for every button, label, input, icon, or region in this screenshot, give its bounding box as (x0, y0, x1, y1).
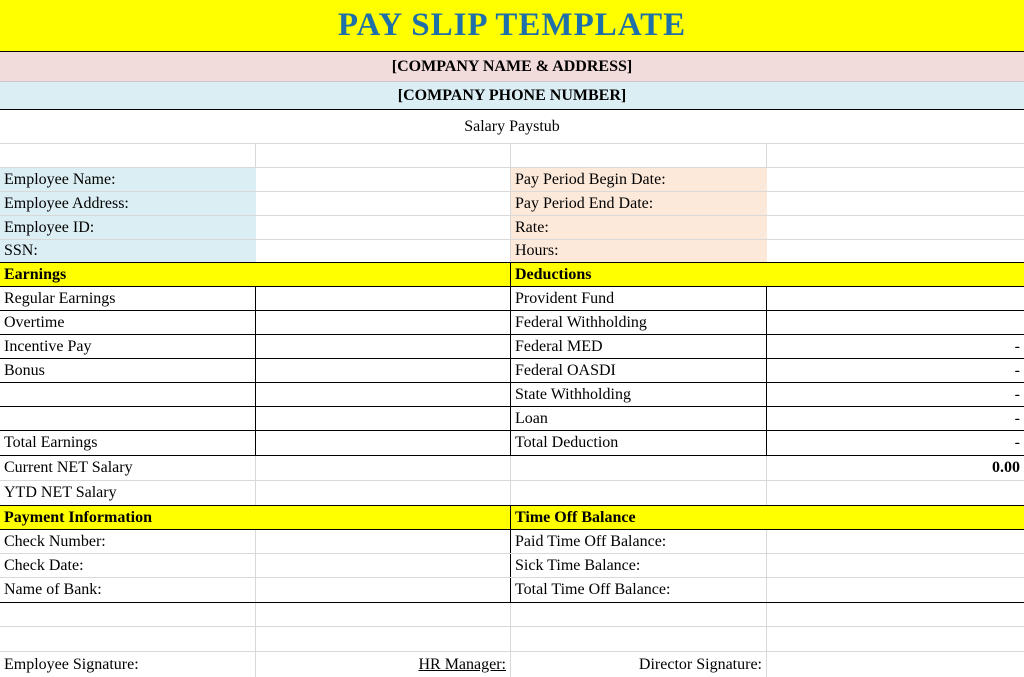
director-signature-label: Director Signature: (511, 652, 767, 677)
total-time-off-field[interactable] (767, 578, 1024, 602)
table-row (0, 359, 1024, 383)
table-row (0, 383, 1024, 407)
bank-name-field[interactable] (256, 578, 511, 602)
net-row (0, 456, 1024, 481)
earning-label: Regular Earnings (0, 287, 256, 310)
payment-row (0, 578, 1024, 603)
ssn-field[interactable] (256, 240, 511, 262)
deduction-amount[interactable]: - (1014, 409, 1020, 427)
cell (256, 456, 511, 480)
info-row (0, 192, 1024, 216)
section-header-row (0, 263, 1024, 287)
deduction-label: Federal OASDI (511, 359, 767, 382)
deduction-label: Loan (511, 407, 767, 430)
table-row (0, 287, 1024, 311)
current-net-label: Current NET Salary (0, 456, 256, 480)
employee-address-field[interactable] (256, 192, 511, 215)
earning-label (0, 383, 256, 406)
earning-amount-field[interactable] (256, 287, 511, 310)
cell (511, 144, 767, 167)
period-begin-field[interactable] (767, 168, 1024, 191)
deductions-header: Deductions (515, 265, 592, 283)
rate-label: Rate: (511, 216, 767, 239)
net-row (0, 481, 1024, 506)
deduction-amount[interactable]: - (1014, 361, 1020, 379)
cell (256, 144, 511, 167)
employee-name-label: Employee Name: (0, 168, 256, 191)
deduction-label: Provident Fund (511, 287, 767, 310)
total-time-off-label: Total Time Off Balance: (511, 578, 767, 602)
earning-label: Incentive Pay (0, 335, 256, 358)
rate-field[interactable] (767, 216, 1024, 239)
deduction-amount[interactable]: - (1014, 337, 1020, 355)
blank-row (0, 627, 1024, 652)
cell (511, 603, 767, 626)
check-date-field[interactable] (256, 554, 511, 577)
cell (256, 603, 511, 626)
deduction-label: Federal Withholding (511, 311, 767, 334)
check-number-field[interactable] (256, 530, 511, 553)
hr-manager-label (256, 652, 511, 677)
deduction-label: State Withholding (511, 383, 767, 406)
hours-label: Hours: (511, 240, 767, 262)
total-deduction-label: Total Deduction (511, 431, 767, 455)
total-deduction-amount[interactable]: - (1014, 434, 1020, 451)
hours-field[interactable] (767, 240, 1024, 262)
cell (0, 627, 256, 651)
paid-time-off-field[interactable] (767, 530, 1024, 553)
table-row (0, 407, 1024, 431)
cell (511, 456, 767, 480)
table-row (0, 311, 1024, 335)
page-title: PAY SLIP TEMPLATE (0, 0, 1024, 52)
cell (256, 627, 511, 651)
earning-amount-field[interactable] (256, 359, 511, 382)
cell (0, 603, 256, 626)
total-earnings-label: Total Earnings (0, 431, 256, 455)
employee-name-field[interactable] (256, 168, 511, 191)
info-row (0, 216, 1024, 240)
current-net-value[interactable]: 0.00 (992, 459, 1020, 476)
earning-amount-field[interactable] (256, 335, 511, 358)
blank-row (0, 603, 1024, 627)
earning-label (0, 407, 256, 430)
bank-name-label: Name of Bank: (0, 578, 256, 602)
company-name[interactable]: [COMPANY NAME & ADDRESS] (0, 52, 1024, 82)
earning-amount-field[interactable] (256, 311, 511, 334)
earnings-header: Earnings (0, 263, 511, 286)
time-off-header: Time Off Balance (515, 508, 636, 526)
period-end-field[interactable] (767, 192, 1024, 215)
employee-id-field[interactable] (256, 216, 511, 239)
ytd-net-label: YTD NET Salary (0, 481, 256, 505)
period-begin-label: Pay Period Begin Date: (511, 168, 767, 191)
period-end-label: Pay Period End Date: (511, 192, 767, 215)
sick-time-label: Sick Time Balance: (511, 554, 767, 577)
earning-label: Overtime (0, 311, 256, 334)
payment-header: Payment Information (0, 506, 511, 529)
table-row (0, 335, 1024, 359)
section-header-row (0, 506, 1024, 530)
director-signature-field[interactable] (767, 652, 1024, 677)
ssn-label: SSN: (0, 240, 256, 262)
info-row (0, 240, 1024, 263)
subtitle: Salary Paystub (0, 110, 1024, 144)
info-row (0, 168, 1024, 192)
total-earnings-field[interactable] (256, 431, 511, 455)
cell (767, 481, 1024, 505)
company-phone[interactable]: [COMPANY PHONE NUMBER] (0, 82, 1024, 110)
totals-row (0, 431, 1024, 456)
employee-address-label: Employee Address: (0, 192, 256, 215)
signature-row (0, 652, 1024, 677)
earning-amount-field[interactable] (256, 407, 511, 430)
cell (511, 627, 767, 651)
payment-row (0, 530, 1024, 554)
deduction-amount[interactable]: - (1014, 385, 1020, 403)
check-number-label: Check Number: (0, 530, 256, 553)
deduction-amount[interactable] (767, 311, 1024, 334)
check-date-label: Check Date: (0, 554, 256, 577)
deduction-amount[interactable] (767, 287, 1024, 310)
blank-row (0, 144, 1024, 168)
cell (511, 481, 767, 505)
employee-id-label: Employee ID: (0, 216, 256, 239)
paid-time-off-label: Paid Time Off Balance: (511, 530, 767, 553)
ytd-net-field[interactable] (256, 481, 511, 505)
deduction-label: Federal MED (511, 335, 767, 358)
cell (0, 144, 256, 167)
payment-row (0, 554, 1024, 578)
employee-signature-label: Employee Signature: (0, 652, 256, 677)
earning-label: Bonus (0, 359, 256, 382)
earning-amount-field[interactable] (256, 383, 511, 406)
hr-manager-text: HR Manager: (418, 655, 506, 673)
sick-time-field[interactable] (767, 554, 1024, 577)
